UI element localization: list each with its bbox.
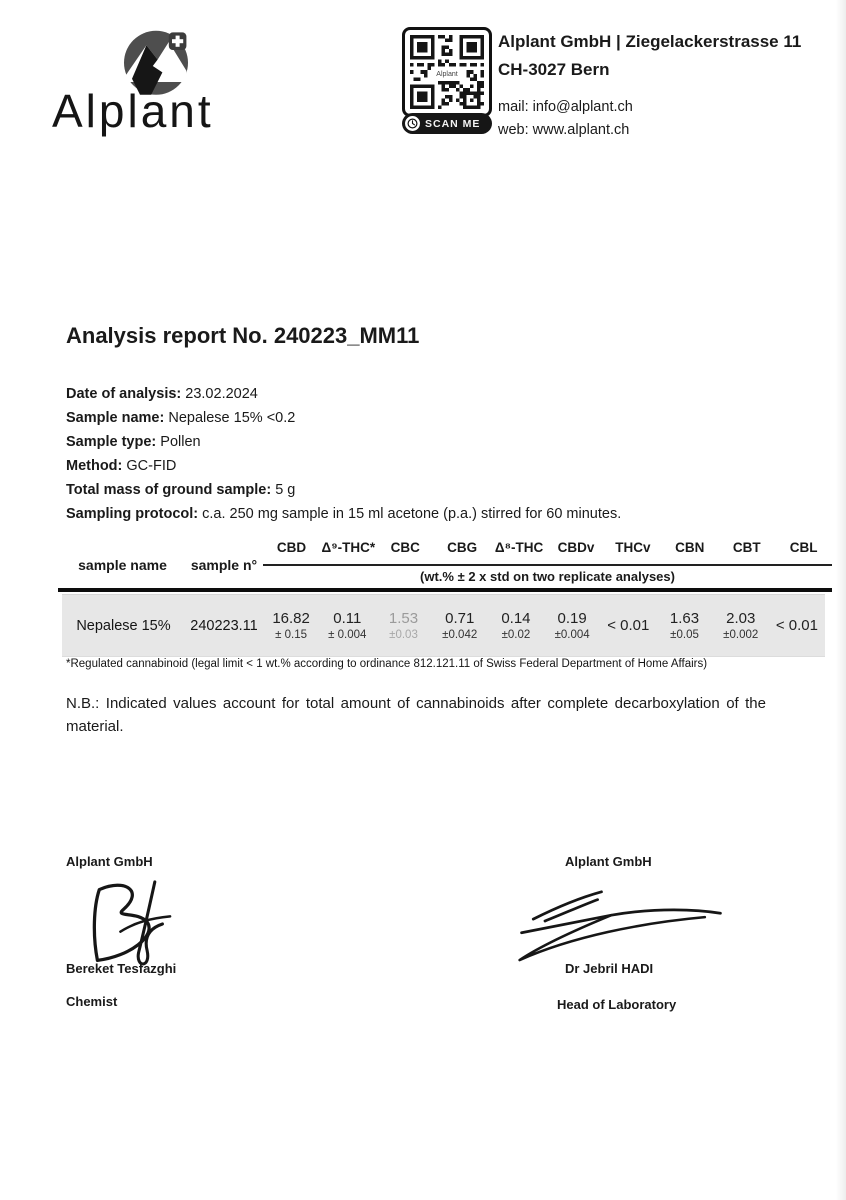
detail-row: Sample name: Nepalese 15% <0.2 <box>66 410 296 426</box>
units-note: (wt.% ± 2 x std on two replicate analyses) <box>420 569 675 584</box>
column-header: THCv <box>615 540 651 555</box>
results-table <box>60 538 832 663</box>
detail-row: Total mass of ground sample: 5 g <box>66 482 296 498</box>
header-underline <box>263 564 832 566</box>
nb-note: N.B.: Indicated values account for total amount of cannabinoids after complete decarboxylation of the material. <box>66 695 766 735</box>
value-cell-cbl: < 0.01 <box>775 617 818 634</box>
column-header: CBG <box>447 540 478 555</box>
company-info <box>498 28 801 142</box>
company-city-line: CH-3027 Bern <box>498 60 610 79</box>
column-header: CBN <box>675 540 705 555</box>
column-header: CBL <box>789 540 818 555</box>
report-title: Analysis report No. 240223_MM11 <box>66 323 420 348</box>
column-header: CBDv <box>557 540 595 555</box>
value-cell-thcv: < 0.01 <box>607 617 650 634</box>
column-header: CBC <box>390 540 420 555</box>
signature-company-left: Alplant GmbH <box>66 854 153 869</box>
sample-number-header: sample n° <box>190 557 258 573</box>
value-cell-cbd: 16.82 ± 0.15 <box>272 609 310 641</box>
company-mail: mail: info@alplant.ch <box>498 99 633 115</box>
company-address-line: Alplant GmbH | Ziegelackerstrasse 11 <box>498 32 802 51</box>
cannabinoid-column-headers <box>263 540 832 555</box>
scan-me-label: SCAN ME <box>425 117 481 130</box>
column-header: CBD <box>276 540 307 555</box>
detail-row: Sampling protocol: c.a. 250 mg sample in 15 ml acetone (p.a.) stirred for 60 minutes. <box>66 506 622 522</box>
signatory-role-left: Chemist <box>66 994 118 1009</box>
signature-company-right: Alplant GmbH <box>565 854 652 869</box>
sample-name-header: sample name <box>78 557 167 573</box>
detail-row: Method: GC-FID <box>66 458 177 474</box>
value-cell-cbc: 1.53 ±0.03 <box>388 609 419 641</box>
signatory-name-right: Dr Jebril HADI <box>565 961 654 976</box>
detail-row: Sample type: Pollen <box>66 434 201 450</box>
signature-image-right <box>512 884 730 967</box>
company-web: web: www.alplant.ch <box>498 122 630 138</box>
value-cell-d9thc: 0.11 ± 0.004 <box>328 609 367 641</box>
qr-code <box>402 27 492 117</box>
value-cell-cbt: 2.03 ±0.002 <box>723 609 759 641</box>
scan-me-badge <box>402 113 492 134</box>
regulated-cannabinoid-footnote: *Regulated cannabinoid (legal limit < 1 wt.% according to ordinance 812.121.11 of Swiss Federal Department of Home Affairs) <box>66 658 708 670</box>
column-header: Δ⁹-THC* <box>321 540 376 555</box>
signature-image-left <box>82 880 197 973</box>
column-header: CBT <box>732 540 761 555</box>
table-row <box>62 594 825 657</box>
column-header: Δ⁸-THC <box>494 540 544 555</box>
value-cell-cbn: 1.63 ±0.05 <box>669 609 700 641</box>
svg-text:Alplant: Alplant <box>436 70 458 78</box>
value-cell-cbdv: 0.19 ±0.004 <box>554 609 590 641</box>
sample-number-cell: 240223.11 <box>190 617 258 634</box>
sample-name-cell: Nepalese 15% <box>76 617 171 634</box>
signatory-name-left: Bereket Tesfazghi <box>66 961 177 976</box>
table-rule <box>58 588 832 592</box>
value-cell-cbg: 0.71 ±0.042 <box>442 609 478 641</box>
value-cell-d8thc: 0.14 ±0.02 <box>501 609 531 641</box>
detail-row: Date of analysis: 23.02.2024 <box>66 386 258 402</box>
clock-icon <box>405 116 420 131</box>
report-details <box>66 382 621 526</box>
signatory-role-right: Head of Laboratory <box>557 997 677 1012</box>
logo-wordmark: Alplant <box>52 85 214 137</box>
